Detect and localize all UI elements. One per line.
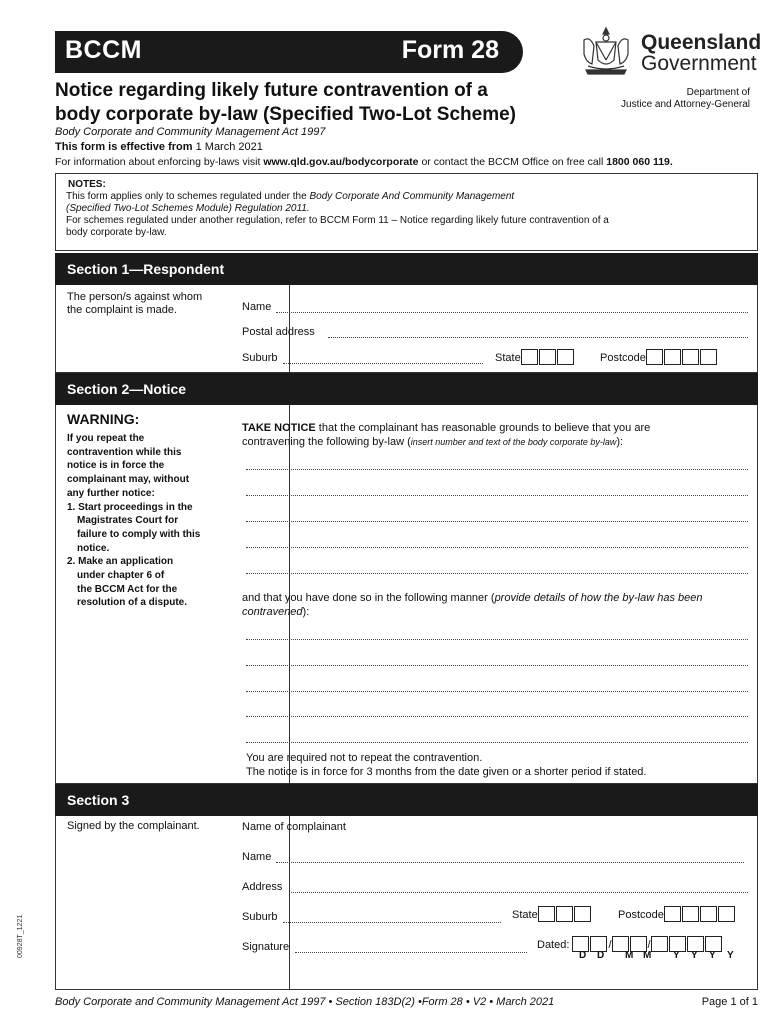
section-1-heading: Section 1—Respondent <box>55 253 758 285</box>
name-label: Name <box>242 301 272 313</box>
dated-field[interactable]: Dated: / / <box>537 936 723 952</box>
manner-line-2[interactable] <box>246 665 748 666</box>
respondent-name-field[interactable] <box>276 312 748 313</box>
warning-heading: WARNING: <box>67 411 140 427</box>
address-label: Address <box>242 881 283 893</box>
queensland-crest-icon <box>578 24 634 78</box>
complainant-name-field[interactable] <box>276 862 744 863</box>
signature-field[interactable] <box>295 952 527 953</box>
info-phone: 1800 060 119. <box>606 156 673 168</box>
form-code: 00928T_1221 <box>17 914 24 958</box>
notes-box: NOTES: This form applies only to schemes regulated under the Body Corporate And Community Management (Specified Two-Lot Schemes Module) Regulation 2011. For schemes regulated under another regulation, refer to BCCM Form 11 – Notice regarding likely future contravention of a body corporate by-law. <box>55 173 758 251</box>
signed-label: Signed by the complainant. <box>67 820 200 832</box>
form-banner <box>55 31 523 73</box>
suburb-label: Suburb <box>242 352 278 364</box>
manner-line-5[interactable] <box>246 742 748 743</box>
manner-line-1[interactable] <box>246 639 748 640</box>
section-2-box <box>55 405 758 784</box>
name-of-complainant-label: Name of complainant <box>242 821 346 833</box>
effective-date: This form is effective from 1 March 2021 <box>55 141 263 153</box>
manner-line-3[interactable] <box>246 691 748 692</box>
state-field[interactable]: State <box>495 349 575 365</box>
queensland-wordmark: Queensland <box>641 31 762 54</box>
bylaw-line-2[interactable] <box>246 495 748 496</box>
act-reference: Body Corporate and Community Management Act 1997 <box>55 126 326 138</box>
info-line: For information about enforcing by-laws visit www.qld.gov.au/bodycorporate or contact the BCCM Office on free call 1800 060 119. <box>55 156 673 168</box>
section-3-box: Signed by the complainant. Name of complainant Name Address Suburb State Postcode Signature Dated: / / D D M M Y Y Y Y <box>55 816 758 990</box>
page-number: Page 1 of 1 <box>701 996 758 1008</box>
respondent-postal-field[interactable] <box>328 337 748 338</box>
postcode-field[interactable]: Postcode <box>600 349 718 365</box>
suburb-label-3: Suburb <box>242 911 278 923</box>
complainant-name-label: Name <box>242 851 272 863</box>
postcode-field-3[interactable]: Postcode <box>618 906 736 922</box>
bylaw-line-5[interactable] <box>246 573 748 574</box>
repeat-notice-text: You are required not to repeat the contravention. The notice is in force for 3 months from the date given or a shorter period if stated. <box>246 752 647 778</box>
government-wordmark: Government <box>641 52 757 75</box>
form-title: Notice regarding likely future contravention of a body corporate by-law (Specified Two-Lot Scheme) <box>55 80 516 125</box>
signature-label: Signature <box>242 941 290 953</box>
footer-citation: Body Corporate and Community Management Act 1997 • Section 183D(2) •Form 28 • V2 • March 2021 <box>55 996 555 1008</box>
take-notice-text: TAKE NOTICE that the complainant has reasonable grounds to believe that you are contravening the following by-law (insert number and text of the body corporate by-law): <box>242 422 651 448</box>
section-1-box <box>55 285 758 373</box>
bylaw-line-1[interactable] <box>246 469 748 470</box>
form-number: Form 28 <box>401 36 499 64</box>
bylaw-line-3[interactable] <box>246 521 748 522</box>
respondent-label: The person/s against whom the complaint is made. <box>67 291 203 316</box>
notes-heading: NOTES: <box>68 179 106 190</box>
postal-address-label: Postal address <box>242 326 315 338</box>
manner-text: and that you have done so in the following manner (provide details of how the by-law has been contravened): <box>242 592 703 618</box>
bccm-code: BCCM <box>65 36 142 64</box>
respondent-suburb-field[interactable] <box>283 363 483 364</box>
complainant-address-field[interactable] <box>289 892 748 893</box>
warning-text: If you repeat the contravention while this notice is in force the complainant may, without any further notice: 1. Start proceedings in the Magistrates Court for failure to comply with this notice. 2. Make an application under chapter 6 of the BCCM Act for the resolution of a dispute. <box>67 433 201 609</box>
manner-line-4[interactable] <box>246 716 748 717</box>
complainant-suburb-field[interactable] <box>283 922 501 923</box>
section-3-heading: Section 3 <box>55 784 758 816</box>
state-field-3[interactable]: State <box>512 906 592 922</box>
department: Department of Justice and Attorney-General <box>621 87 750 110</box>
bylaw-line-4[interactable] <box>246 547 748 548</box>
section-2-heading: Section 2—Notice <box>55 373 758 405</box>
info-url-link[interactable]: www.qld.gov.au/bodycorporate <box>263 156 419 168</box>
